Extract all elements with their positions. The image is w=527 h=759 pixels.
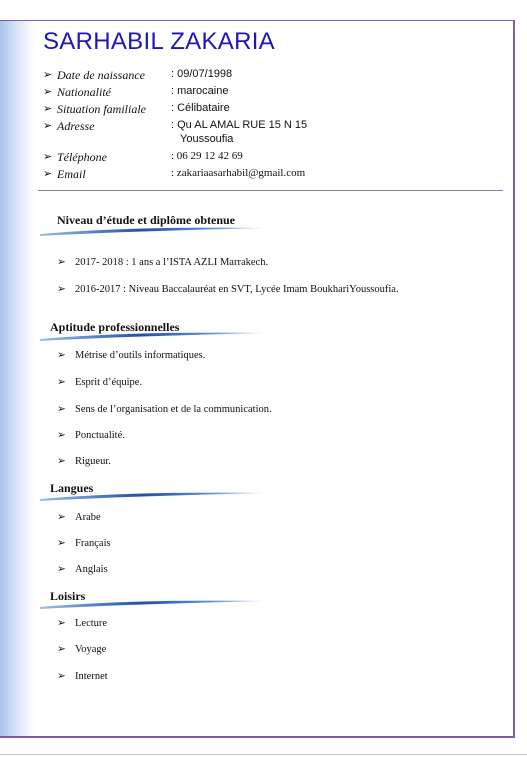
info-label: Date de naissance	[57, 68, 145, 82]
arrow-bullet-icon: ➢	[43, 168, 53, 180]
arrow-bullet-icon: ➢	[57, 538, 66, 549]
item-text: Français	[75, 538, 111, 549]
info-value: : marocaine	[171, 85, 229, 97]
list-item	[57, 511, 101, 523]
list-item	[57, 537, 111, 549]
bottom-divider	[0, 754, 527, 755]
section-swoosh	[38, 226, 266, 238]
arrow-bullet-icon: ➢	[57, 564, 66, 575]
arrow-bullet-icon: ➢	[43, 86, 53, 98]
arrow-bullet-icon: ➢	[43, 69, 53, 81]
arrow-bullet-icon: ➢	[57, 456, 66, 467]
item-text: Internet	[75, 671, 108, 682]
section-swoosh	[38, 491, 266, 503]
arrow-bullet-icon: ➢	[57, 644, 66, 655]
list-item	[57, 617, 107, 629]
section-swoosh	[38, 331, 266, 343]
arrow-bullet-icon: ➢	[57, 430, 66, 441]
info-label: Email	[57, 167, 86, 181]
list-item	[57, 670, 108, 682]
info-value: : 09/07/1998	[171, 68, 233, 80]
section-title-skills: Aptitude professionnelles	[50, 320, 180, 334]
arrow-bullet-icon: ➢	[57, 618, 66, 629]
list-item	[57, 455, 111, 467]
info-value: : Qu AL AMAL RUE 15 N 15	[171, 119, 308, 131]
arrow-bullet-icon: ➢	[43, 103, 53, 115]
arrow-bullet-icon: ➢	[43, 120, 53, 132]
list-item	[57, 563, 108, 575]
info-label: Nationalité	[57, 85, 111, 99]
candidate-name: SARHABIL ZAKARIA	[43, 28, 275, 55]
item-text: Sens de l’organisation et de la communication.	[75, 404, 272, 415]
list-item	[57, 376, 142, 388]
section-title-languages: Langues	[50, 481, 94, 495]
item-text: Voyage	[75, 644, 107, 655]
header-divider	[38, 190, 503, 191]
arrow-bullet-icon: ➢	[57, 671, 66, 682]
info-label: Situation familiale	[57, 102, 146, 116]
item-text: Esprit d’équipe.	[75, 377, 143, 388]
info-value: : zakariaasarhabil@gmail.com	[171, 167, 306, 179]
info-value: : Célibataire	[171, 102, 230, 114]
arrow-bullet-icon: ➢	[57, 257, 66, 268]
list-item	[57, 283, 399, 295]
info-value: : 06 29 12 42 69	[171, 150, 243, 162]
arrow-bullet-icon: ➢	[57, 377, 66, 388]
info-label: Téléphone	[57, 150, 107, 164]
list-item	[57, 403, 272, 415]
arrow-bullet-icon: ➢	[57, 284, 66, 295]
item-text: Métrise d’outils informatiques.	[75, 350, 206, 361]
arrow-bullet-icon: ➢	[57, 404, 66, 415]
arrow-bullet-icon: ➢	[43, 151, 53, 163]
item-text: Ponctualité.	[75, 430, 125, 441]
item-text: 2016-2017 : Niveau Baccalauréat en SVT, Lycée Imam BoukhariYoussoufia.	[75, 284, 399, 295]
list-item	[57, 429, 125, 441]
section-title-education: Niveau d’étude et diplôme obtenue	[57, 213, 235, 227]
section-title-hobbies: Loisirs	[50, 589, 86, 603]
item-text: 2017- 2018 : 1 ans a l’ISTA AZLI Marrakech.	[75, 257, 269, 268]
item-text: Anglais	[75, 564, 108, 575]
item-text: Arabe	[75, 512, 101, 523]
list-item	[57, 349, 205, 361]
list-item	[57, 256, 268, 268]
item-text: Lecture	[75, 618, 108, 629]
arrow-bullet-icon: ➢	[57, 350, 66, 361]
list-item	[57, 643, 106, 655]
info-value-city: Youssoufia	[180, 133, 234, 145]
section-swoosh	[38, 599, 266, 611]
arrow-bullet-icon: ➢	[57, 512, 66, 523]
info-label: Adresse	[57, 119, 95, 133]
item-text: Rigueur.	[75, 456, 111, 467]
